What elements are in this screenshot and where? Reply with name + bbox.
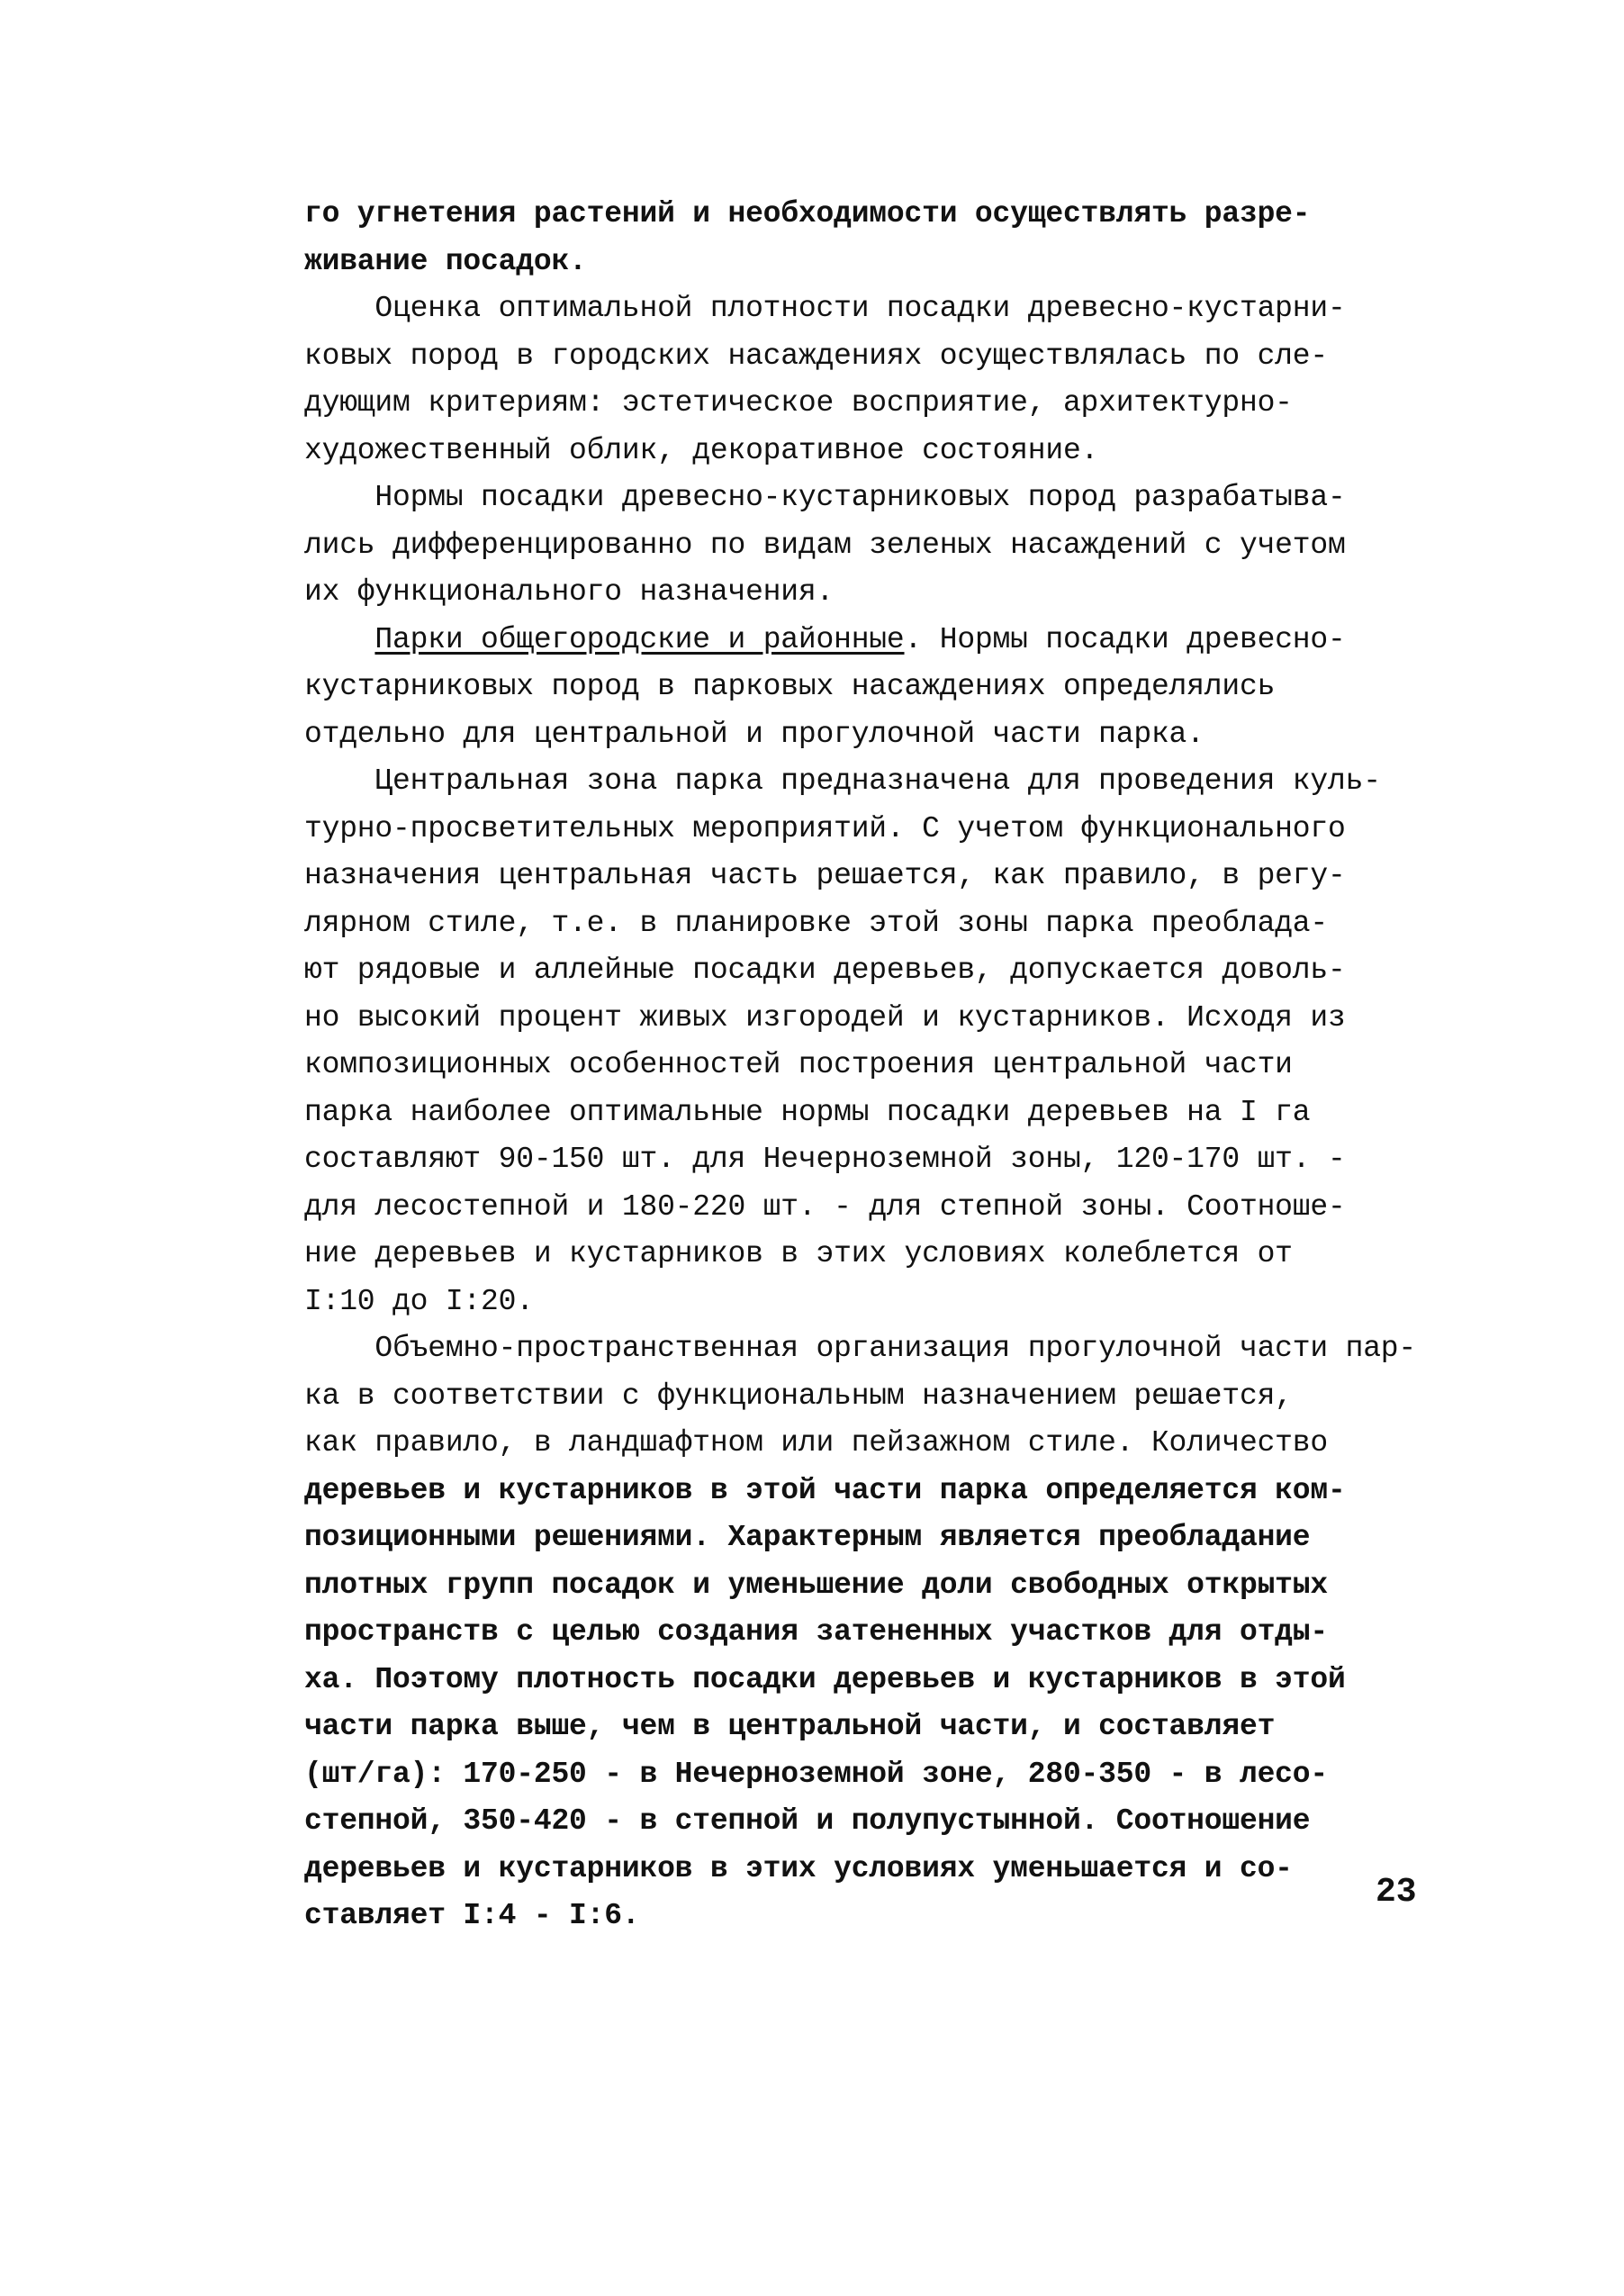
text-line: ставляет I:4 - I:6. [304, 1899, 640, 1932]
document-page [304, 191, 1440, 1940]
text-line: отдельно для центральной и прогулочной части парка. [304, 717, 1204, 751]
text-line: назначения центральная часть решается, как правило, в регу- [304, 859, 1346, 892]
text-segment: . Нормы посадки древесно- [904, 622, 1346, 656]
text-line: ха. Поэтому плотность посадки деревьев и кустарников в этой [304, 1662, 1346, 1696]
page-number: 23 [1376, 1873, 1417, 1912]
text-line: Нормы посадки древесно-кустарниковых пород разрабатыва- [304, 481, 1346, 514]
text-line: части парка выше, чем в центральной части, и составляет [304, 1710, 1276, 1743]
text-line: но высокий процент живых изгородей и кустарников. Исходя из [304, 1000, 1346, 1035]
text-line: Центральная зона парка предназначена для проведения куль- [304, 764, 1381, 798]
text-line: кустарниковых пород в парковых насаждениях определялись [304, 670, 1276, 703]
text-line: как правило, в ландшафтном или пейзажном стиле. Количество [304, 1426, 1328, 1460]
text-line: составляют 90-150 шт. для Нечерноземной зоны, 120-170 шт. - [304, 1143, 1346, 1176]
text-line: (шт/га): 170-250 - в Нечерноземной зоне, 280-350 - в лесо- [304, 1757, 1328, 1791]
text-line: живание посадок. [304, 244, 587, 278]
text-line: для лесостепной и 180-220 шт. - для степной зоны. Соотноше- [304, 1189, 1346, 1224]
text-line: Объемно-пространственная организация прогулочной части пар- [304, 1332, 1417, 1365]
text-line: I:10 до I:20. [304, 1284, 534, 1318]
text-line: ют рядовые и аллейные посадки деревьев, допускается доволь- [304, 954, 1346, 987]
text-line: деревьев и кустарников в этой части парка определяется ком- [304, 1473, 1346, 1507]
text-line: лярном стиле, т.е. в планировке этой зоны парка преоблада- [304, 906, 1328, 940]
text-line: дующим критериям: эстетическое восприятие, архитектурно- [304, 386, 1293, 420]
text-line: степной, 350-420 - в степной и полупустынной. Соотношение [304, 1804, 1311, 1838]
text-line [304, 617, 1440, 664]
text-line: ние деревьев и кустарников в этих условиях колеблется от [304, 1237, 1293, 1270]
text-line: композиционных особенностей построения центральной части [304, 1048, 1293, 1081]
text-line: ка в соответствии с функциональным назначением решается, [304, 1379, 1293, 1413]
text-line: Оценка оптимальной плотности посадки древесно-кустарни- [304, 292, 1346, 325]
section-heading-parks: Парки общегородские и районные [374, 622, 905, 656]
text-line: лись дифференцированно по видам зеленых насаждений с учетом [304, 528, 1346, 562]
text-line: турно-просветительных мероприятий. С учетом функционального [304, 811, 1346, 845]
text-line: плотных групп посадок и уменьшение доли свободных открытых [304, 1568, 1328, 1602]
text-line: пространств с целью создания затененных участков для отды- [304, 1615, 1328, 1649]
text-line: художественный облик, декоративное состояние. [304, 433, 1099, 467]
text-line: го угнетения растений и необходимости осуществлять разре- [304, 197, 1311, 231]
text-line: деревьев и кустарников в этих условиях уменьшается и со- [304, 1851, 1293, 1885]
text-line: парка наиболее оптимальные нормы посадки деревьев на I га [304, 1095, 1311, 1129]
text-line: ковых пород в городских насаждениях осуществлялась по сле- [304, 339, 1328, 373]
text-line: позиционными решениями. Характерным является преобладание [304, 1521, 1311, 1554]
text-line: их функционального назначения. [304, 575, 835, 609]
